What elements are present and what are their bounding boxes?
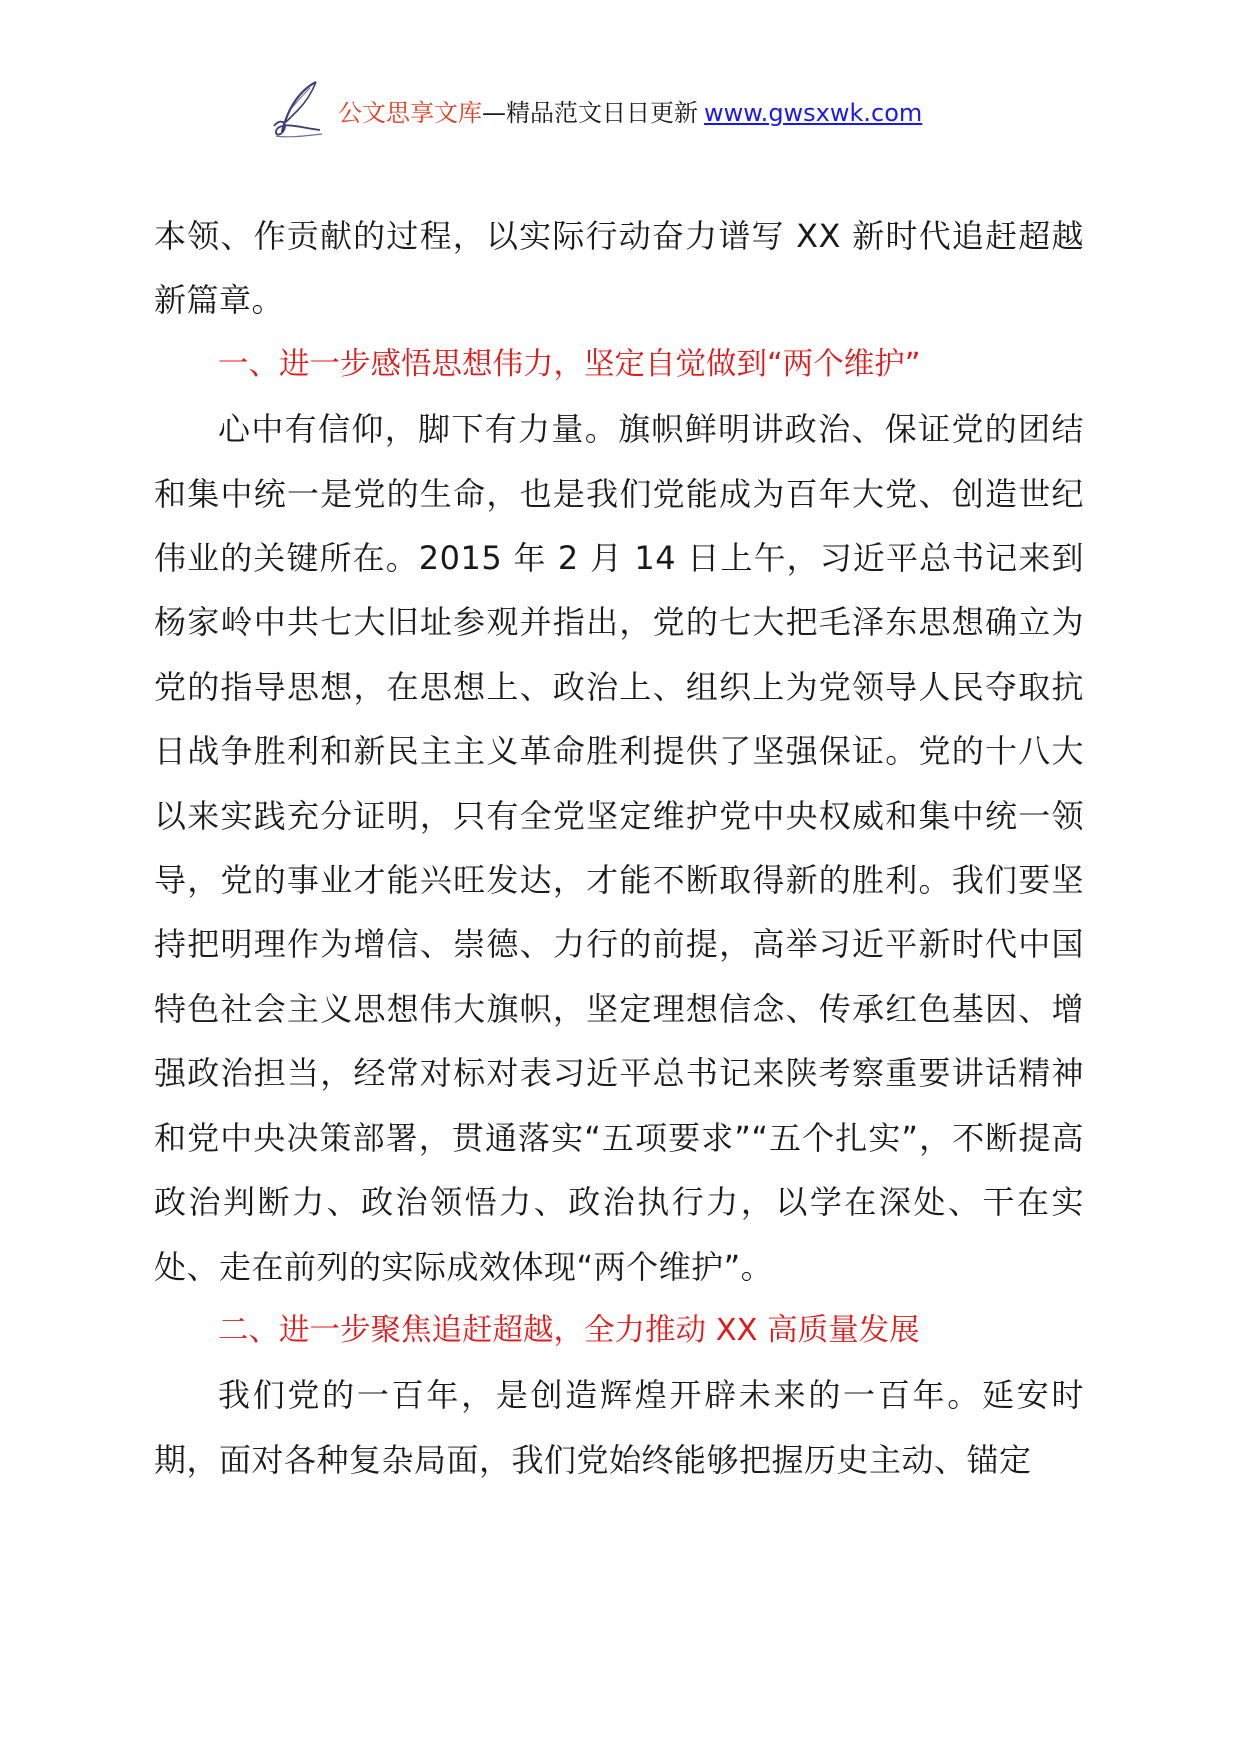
- section-heading-2: 二、进一步聚焦追赶超越，全力推动 XX 高质量发展: [218, 1312, 920, 1348]
- header-separator: —: [482, 98, 506, 127]
- site-link[interactable]: www.gwsxwk.com: [704, 98, 923, 127]
- paragraph-1: 心中有信仰，脚下有力量。旗帜鲜明讲政治、保证党的团结和集中统一是党的生命，也是我们党能成为百年大党、创造世纪伟业的关键所在。2015 年 2 月 14 日上午，习近平总书记来到杨家岭中共七大旧址参观并指出，党的七大把毛泽东思想确立为党的指导思想，在思想上、政治上、组织上为党领导人民夺取抗日战争胜利和新民主主义革命胜利提供了坚强保证。党的十八大以来实践充分证明，只有全党坚定维护党中央权威和集中统一领导，党的事业才能兴旺发达，才能不断取得新的胜利。我们要坚持把明理作为增信、崇德、力行的前提，高举习近平新时代中国特色社会主义思想伟大旗帜，坚定理想信念、传承红色基因、增强政治担当，经常对标对表习近平总书记来陕考察重要讲话精神和党中央决策部署，贯通落实“五项要求”“五个扎实”，不断提高政治判断力、政治领悟力、政治执行力，以学在深处、干在实处、走在前列的实际成效体现“两个维护”。: [154, 410, 1084, 1286]
- document-body: [154, 204, 1084, 1492]
- paragraph-continued: 本领、作贡献的过程，以实际行动奋力谱写 XX 新时代追赶超越新篇章。: [154, 217, 1084, 320]
- header-slogan: 精品范文日日更新: [506, 98, 698, 127]
- section-heading-1: 一、进一步感悟思想伟力，坚定自觉做到“两个维护”: [218, 346, 921, 382]
- quill-pen-icon: [268, 78, 330, 142]
- brand-name: 公文思享文库: [338, 98, 482, 127]
- header-caption: [338, 93, 922, 128]
- paragraph-2: 我们党的一百年，是创造辉煌开辟未来的一百年。延安时期，面对各种复杂局面，我们党始终能够把握历史主动、锚定: [154, 1376, 1084, 1479]
- page-header: [268, 70, 1028, 150]
